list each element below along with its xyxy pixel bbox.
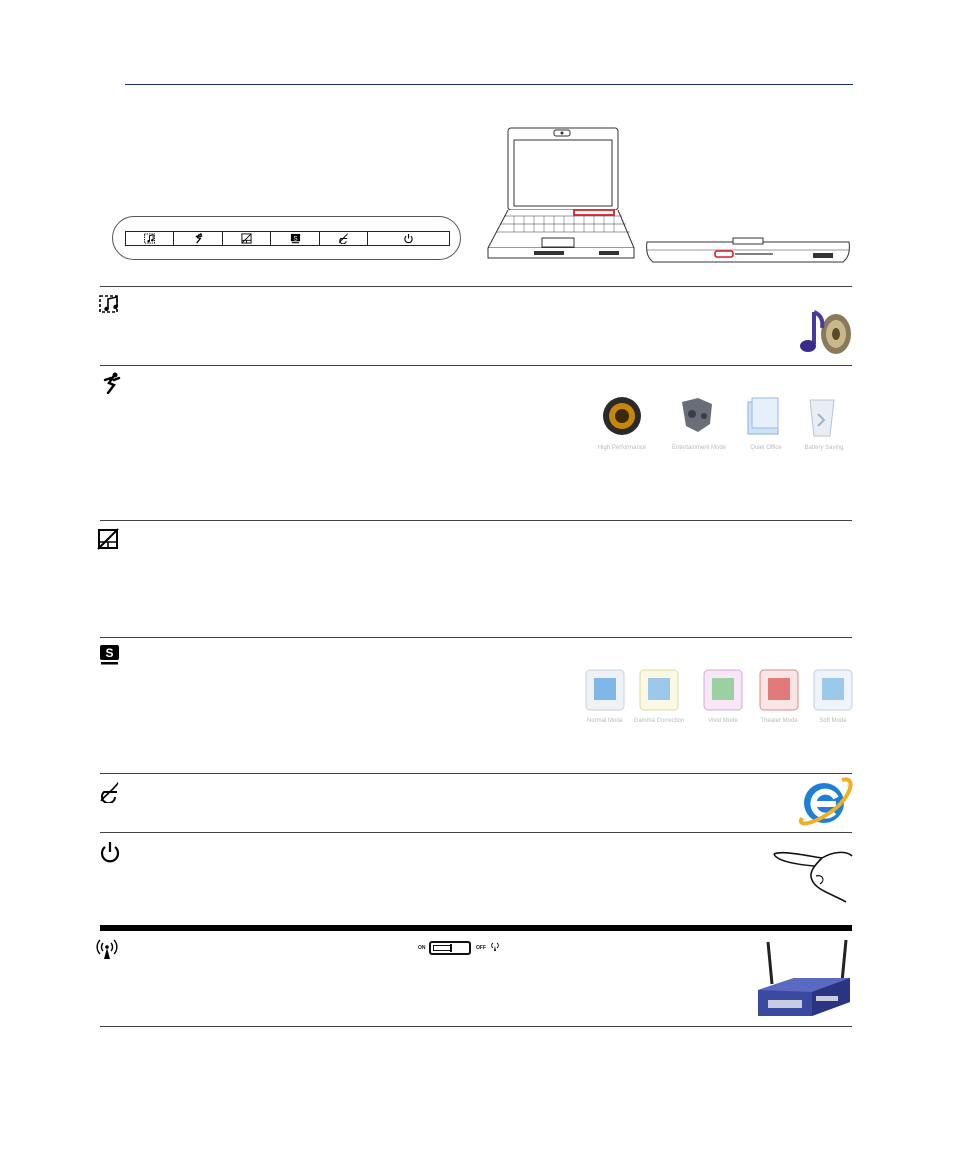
mode-label-normal: Normal Mode [586, 718, 624, 724]
wireless-router-icon [754, 938, 854, 1020]
power4gear-apps [586, 394, 854, 454]
section-divider [100, 286, 852, 287]
touchpad-lock-button[interactable] [223, 232, 271, 245]
splendid-s-icon [290, 233, 301, 244]
performance-dial-icon [603, 397, 641, 435]
office-folder-icon [748, 398, 778, 434]
switch-off-label: OFF [476, 945, 486, 951]
header-rule [125, 84, 853, 85]
finger-press-icon [772, 846, 854, 906]
power-icon [99, 841, 121, 863]
mode-label-soft: Soft Mode [819, 718, 847, 724]
switch-body[interactable] [429, 941, 471, 955]
music-note-icon [144, 233, 155, 244]
internet-explorer-logo-icon [796, 774, 854, 830]
app-label-quiet-office: Quiet Office [750, 445, 782, 451]
section-divider [100, 832, 852, 833]
wireless-antenna-icon [96, 938, 118, 960]
section-divider [100, 520, 852, 521]
splendid-button[interactable] [271, 232, 319, 245]
switch-knob[interactable] [433, 945, 451, 951]
gamma-correction-icon [640, 670, 678, 710]
section-divider [100, 1026, 852, 1027]
recycle-bin-icon [810, 400, 834, 436]
internet-button[interactable] [320, 232, 368, 245]
svg-text:S: S [293, 235, 298, 243]
touchpad-lock-icon [241, 233, 252, 244]
svg-text:S: S [105, 646, 114, 660]
mode-label-vivid: Vivid Mode [708, 718, 738, 724]
section-divider [100, 365, 852, 366]
power-button[interactable] [368, 232, 449, 245]
splendid-s-icon [99, 644, 121, 666]
laptop-front-illustration [643, 236, 853, 266]
wireless-small-icon [491, 942, 499, 951]
section-divider-thick [100, 925, 852, 931]
vivid-mode-icon [704, 670, 742, 710]
normal-mode-icon [586, 670, 624, 710]
power-icon [403, 233, 414, 244]
app-label-entertainment-mode: Entertainment Mode [671, 445, 727, 451]
music-speaker-icon [796, 306, 854, 360]
mode-label-theater: Theater Mode [760, 718, 798, 724]
app-label-battery-saving: Battery Saving [804, 445, 844, 451]
app-label-high-performance: High Performance [597, 445, 647, 451]
section-divider [100, 637, 852, 638]
power4gear-button[interactable] [174, 232, 222, 245]
gamepad-icon [682, 398, 712, 432]
internet-e-icon [338, 233, 349, 244]
touchpad-lock-icon [97, 528, 119, 550]
section-divider [100, 773, 852, 774]
mode-label-gamma: Gamma Correction [633, 718, 685, 724]
splendid-modes [582, 664, 854, 728]
running-man-icon [193, 233, 204, 244]
internet-e-icon [99, 781, 121, 803]
wireless-switch[interactable] [418, 941, 500, 957]
audio-manager-button[interactable] [126, 232, 174, 245]
switch-divider [450, 944, 452, 952]
quick-button-strip [112, 216, 461, 260]
soft-mode-icon [814, 670, 852, 710]
switch-on-label: ON [418, 945, 426, 951]
theater-mode-icon [760, 670, 798, 710]
music-note-icon [99, 293, 121, 315]
running-man-icon [100, 372, 122, 394]
laptop-open-illustration [484, 126, 634, 266]
